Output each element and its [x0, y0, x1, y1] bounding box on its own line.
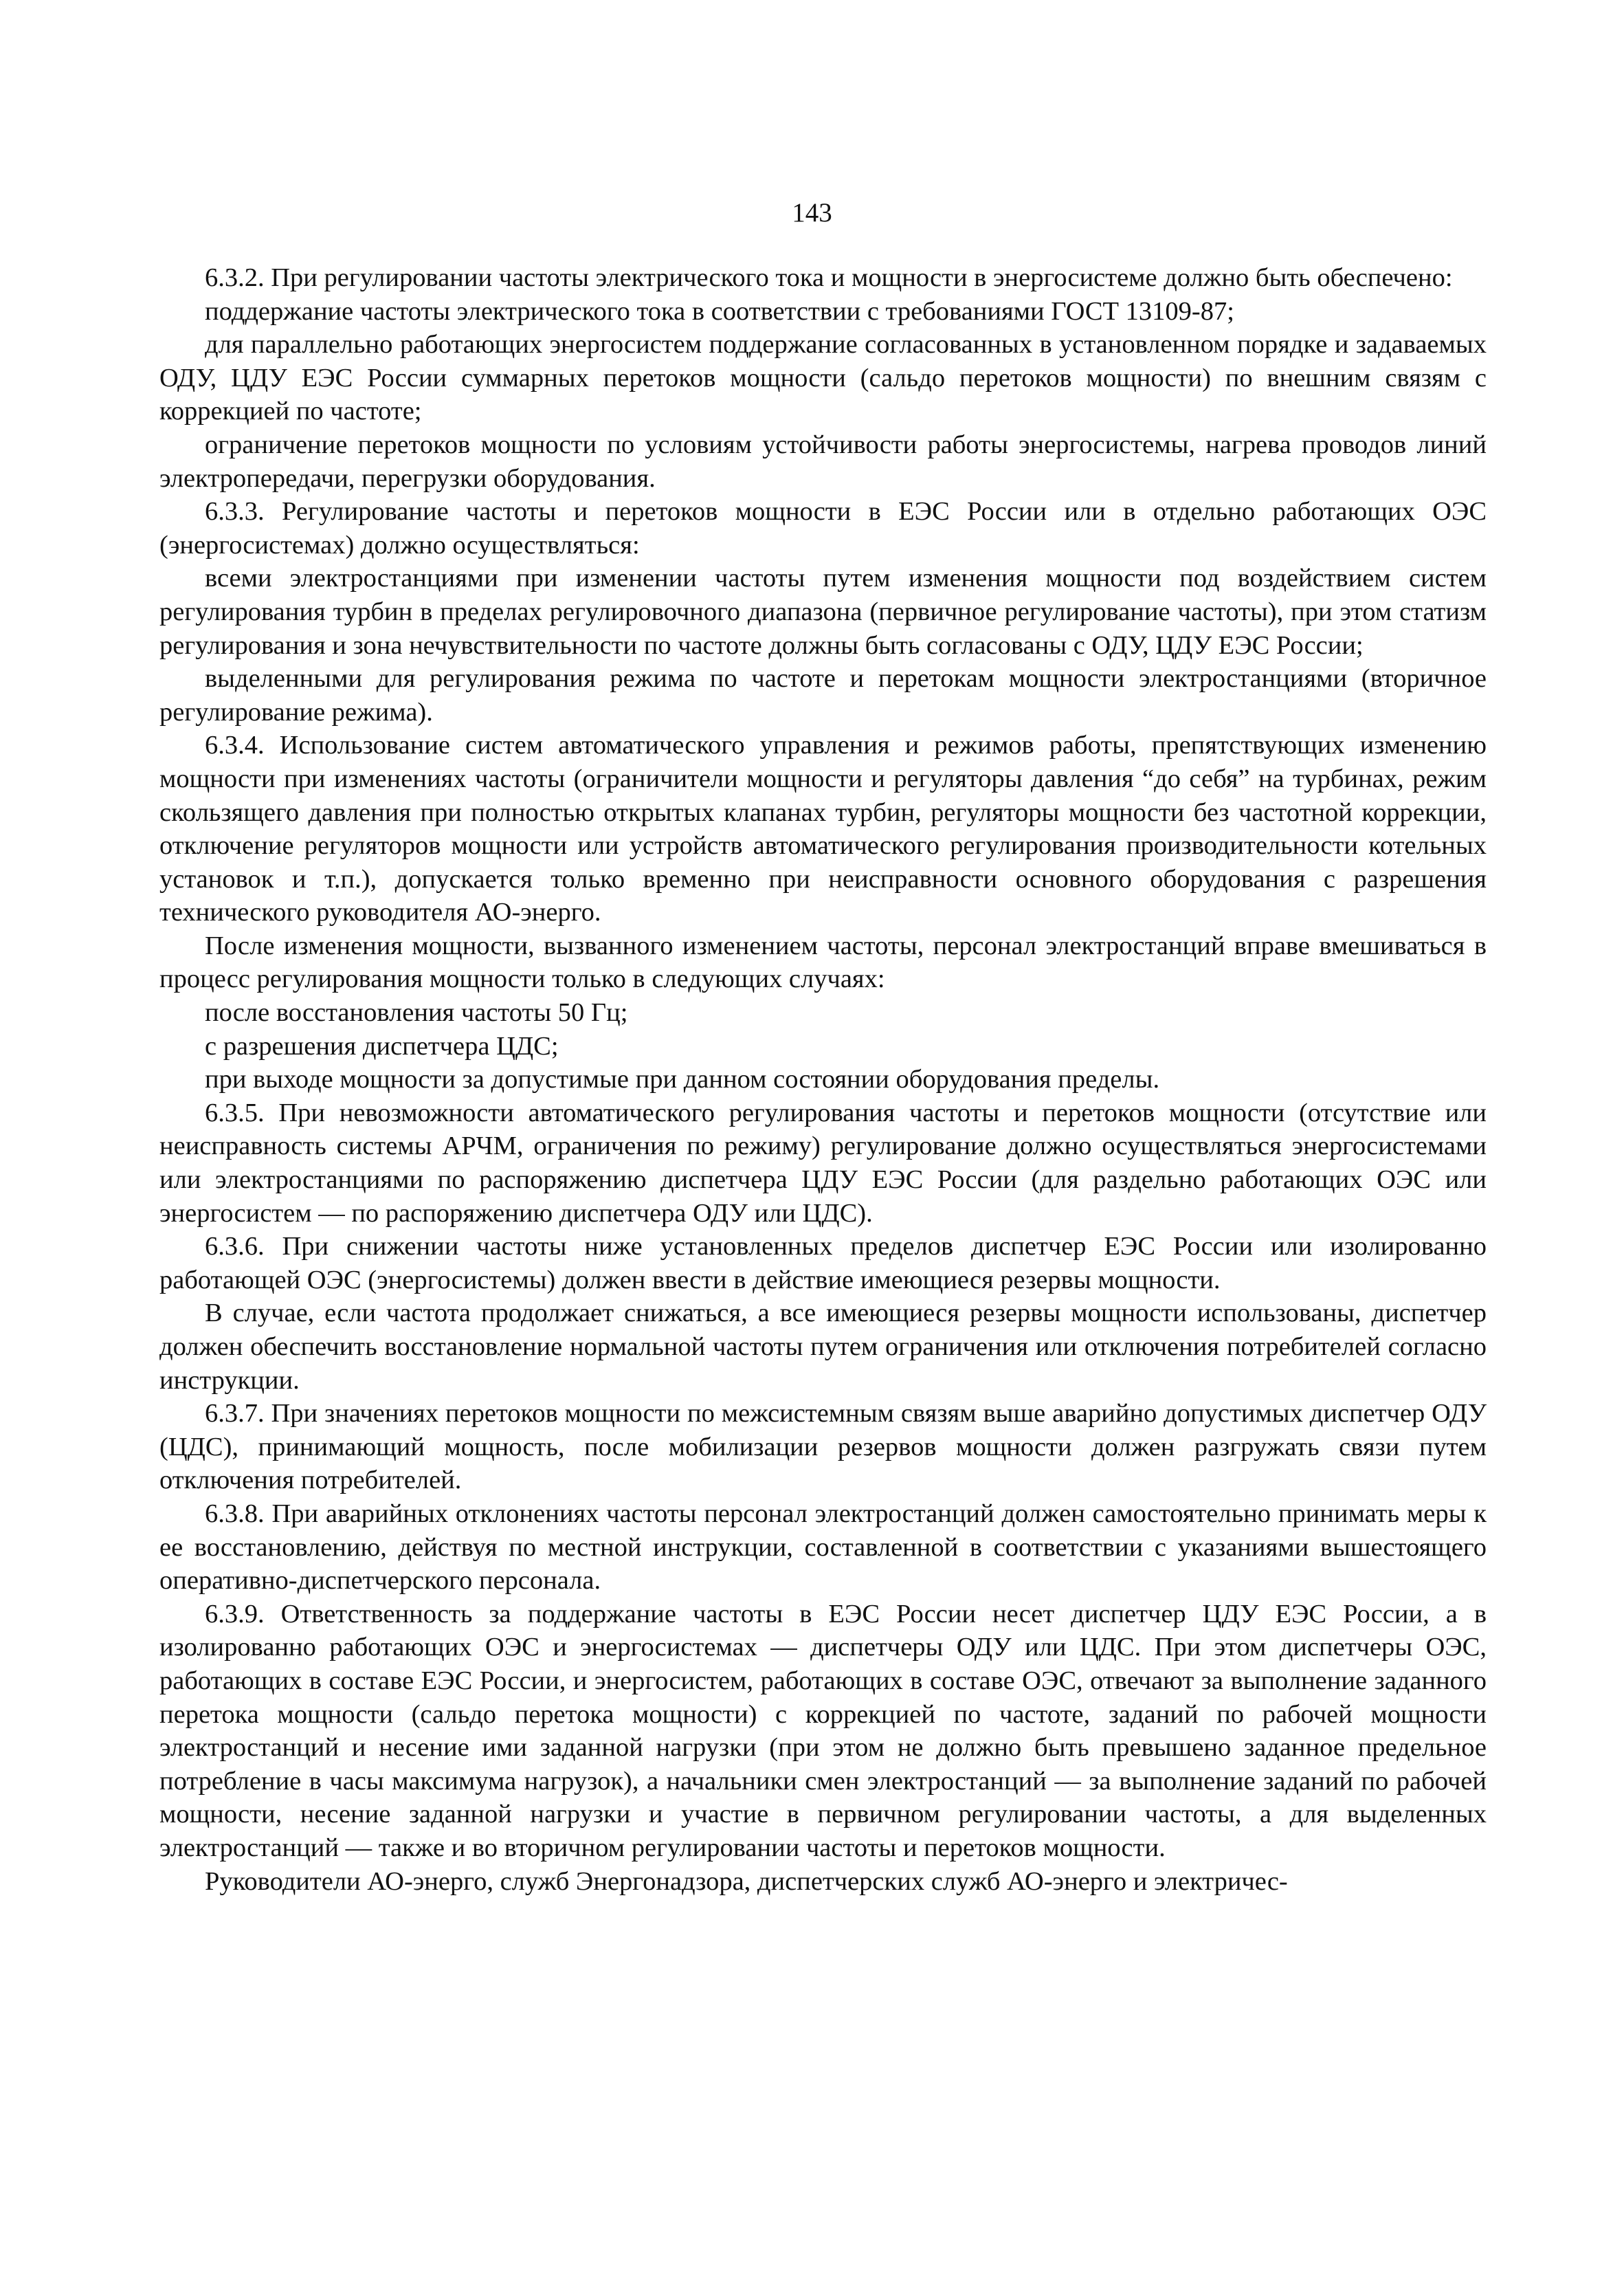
paragraph: Руководители АО-энерго, служб Энергонадзора, диспетчерских служб АО-энерго и электричес- — [205, 1866, 1288, 1896]
paragraph-list-item: ограничение перетоков мощности по условиям устойчивости работы энергосистемы, нагрева проводов линий электропередачи, перегрузки оборудования. — [159, 430, 1487, 493]
paragraph-6-3-7: 6.3.7. При значениях перетоков мощности по межсистемным связям выше аварийно допустимых диспетчер ОДУ (ЦДС), принимающий мощность, после мобилизации резервов мощности должен разгружать связи путем отключения потребителей. — [159, 1399, 1487, 1495]
document-body — [159, 261, 1487, 1898]
paragraph: После изменения мощности, вызванного изменением частоты, персонал электростанций вправе вмешиваться в процесс регулирования мощности только в следующих случаях: — [159, 931, 1487, 994]
paragraph-list-item: с разрешения диспетчера ЦДС; — [205, 1031, 559, 1061]
paragraph-6-3-9: 6.3.9. Ответственность за поддержание частоты в ЕЭС России несет диспетчер ЦДУ ЕЭС России, а в изолированно работающих ОЭС и энергосистемах — диспетчеры ОДУ или ЦДС. При этом диспетчеры ОЭС, работающих в составе ЕЭС России, и энергосистем, работающих в составе ОЭС, отвечают за выполнение заданного перетока мощности (сальдо перетока мощности) с коррекцией по частоте, заданий по рабочей мощности электростанций и несение ими заданной нагрузки (при этом не должно быть превышено заданное предельное потребление в часы максимума нагрузок), а начальники смен электростанций — за выполнение заданий по рабочей мощности, несение заданной нагрузки и участие в первичном регулировании частоты, а для выделенных электростанций — также и во вторичном регулировании частоты и перетоков мощности. — [159, 1599, 1487, 1862]
paragraph-list-item: после восстановления частоты 50 Гц; — [205, 998, 628, 1028]
paragraph-list-item: поддержание частоты электрического тока в соответствии с требованиями ГОСТ 13109-87; — [205, 296, 1234, 326]
paragraph-6-3-8: 6.3.8. При аварийных отклонениях частоты персонал электростанций должен самостоятельно принимать меры к ее восстановлению, действуя по местной инструкции, составленной в соответствии с указаниями вышестоящего оперативно-диспетчерского персонала. — [159, 1499, 1487, 1596]
paragraph-6-3-5: 6.3.5. При невозможности автоматического регулирования частоты и перетоков мощности (отсутствие или неисправность системы АРЧМ, ограничения по режиму) регулирование должно осуществляться энергосистемами или электростанциями по распоряжению диспетчера ЦДУ ЕЭС России (для раздельно работающих ОЭС или энергосистем — по распоряжению диспетчера ОДУ или ЦДС). — [159, 1098, 1487, 1228]
page-number: 143 — [792, 198, 832, 228]
paragraph-list-item: для параллельно работающих энергосистем поддержание согласованных в установленном порядке и задаваемых ОДУ, ЦДУ ЕЭС России суммарных перетоков мощности (сальдо перетоков мощности) по внешним связям с коррекцией по частоте; — [159, 330, 1487, 426]
paragraph-6-3-6: 6.3.6. При снижении частоты ниже установленных пределов диспетчер ЕЭС России или изолированно работающей ОЭС (энергосистемы) должен ввести в действие имеющиеся резервы мощности. — [159, 1232, 1487, 1294]
paragraph: В случае, если частота продолжает снижаться, а все имеющиеся резервы мощности использованы, диспетчер должен обеспечить восстановление нормальной частоты путем ограничения или отключения потребителей согласно инструкции. — [159, 1299, 1487, 1395]
paragraph-list-item: при выходе мощности за допустимые при данном состоянии оборудования пределы. — [205, 1065, 1160, 1094]
paragraph-6-3-3: 6.3.3. Регулирование частоты и перетоков мощности в ЕЭС России или в отдельно работающих ОЭС (энергосистемах) должно осуществляться: — [159, 497, 1487, 560]
paragraph-6-3-4: 6.3.4. Использование систем автоматического управления и режимов работы, препятствующих изменению мощности при изменениях частоты (ограничители мощности и регуляторы давления “до себя” на турбинах, режим скользящего давления при полностью открытых клапанах турбин, регуляторы мощности без частотной коррекции, отключение регуляторов мощности или устройств автоматического регулирования производительности котельных установок и т.п.), допускается только временно при неисправности основного оборудования с разрешения технического руководителя АО-энерго. — [159, 731, 1487, 927]
paragraph-6-3-2: 6.3.2. При регулировании частоты электрического тока и мощности в энергосистеме должно быть обеспечено: — [205, 263, 1453, 292]
paragraph-list-item: всеми электростанциями при изменении частоты путем изменения мощности под воздействием систем регулирования турбин в пределах регулировочного диапазона (первичное регулирование частоты), при этом статизм регулирования и зона нечувствительности по частоте должны быть согласованы с ОДУ, ЦДУ ЕЭС России; — [159, 564, 1487, 660]
paragraph-list-item: выделенными для регулирования режима по частоте и перетокам мощности электростанциями (вторичное регулирование режима). — [159, 664, 1487, 727]
